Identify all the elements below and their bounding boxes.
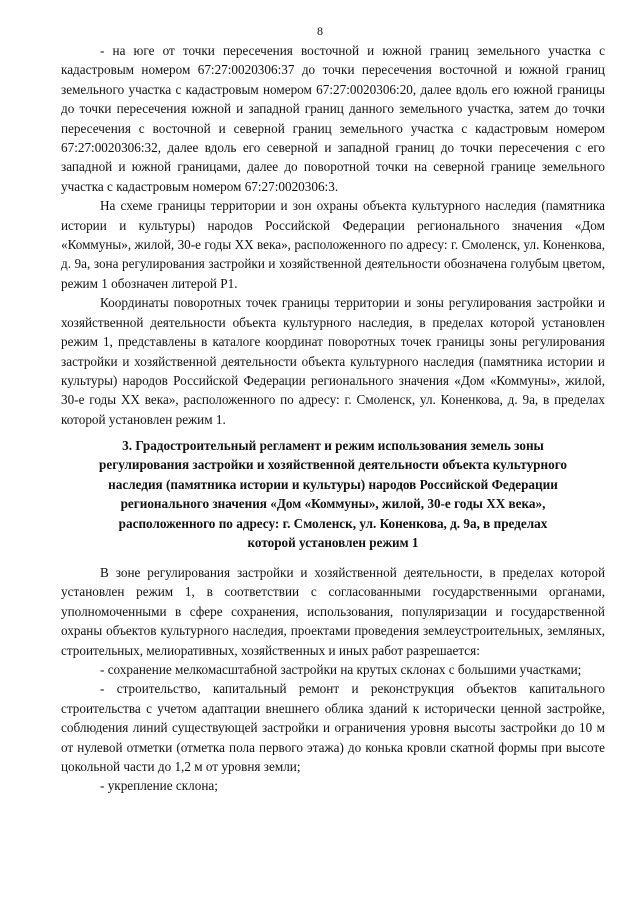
section-heading-line: наследия (памятника истории и культуры) народов Российской Федерации — [108, 476, 558, 492]
section-heading-line: регулирования застройки и хозяйственной деятельности объекта культурного — [99, 457, 567, 473]
list-item-preservation: - сохранение мелкомасштабной застройки на крутых склонах с большими участками; — [100, 662, 582, 678]
paragraph-boundary-south: - на юге от точки пересечения восточной и южной границ земельного участка с кадастровым номером 67:27:0020306:37 до точки пересечения восточной и южной границ земельного участка с кадастровым номером 67:27:0020306:20, далее вдоль его южной границы до точки пересечения южной и западной границ данного земельного участка, затем до точки пересечения с восточной и северной границ земельного участка с кадастровым номером 67:27:0020306:32, далее вдоль его северной и западной границ до точки пересечения с его западной и южной границами, далее до поворотной точки на северной границе земельного участка с кадастровым номером 67:27:0020306:3. — [61, 43, 605, 194]
body-top — [61, 41, 605, 429]
paragraph-coordinates: Координаты поворотных точек границы территории и зоны регулирования застройки и хозяйственной деятельности объекта культурного наследия, в пределах которой установлен режим 1, представлены в каталоге координат поворотных точек границы зоны регулирования застройки и хозяйственной деятельности объекта культурного наследия (памятника истории и культуры) народов Российской Федерации регионального значения «Дом «Коммуны», жилой, 30-е годы XX века», расположенного по адресу: г. Смоленск, ул. Коненкова, д. 9а, в пределах которой установлен режим 1. — [61, 295, 605, 427]
list-item-slope-reinforcement: - укрепление склона; — [100, 778, 218, 794]
paragraph-scheme-description: На схеме границы территории и зон охраны объекта культурного наследия (памятника истории и культуры) народов Российской Федерации регионального значения «Дом «Коммуны», жилой, 30-е годы XX века», расположенного по адресу: г. Смоленск, ул. Коненкова, д. 9а, зона регулирования застройки и хозяйственной деятельности обозначена голубым цветом, режим 1 обозначен литерой Р1. — [61, 198, 605, 291]
page-number: 8 — [317, 24, 323, 38]
section-heading-line: расположенного по адресу: г. Смоленск, ул. Коненкова, д. 9а, в пределах — [118, 515, 548, 531]
section-heading — [61, 436, 605, 552]
paragraph-permitted-works: В зоне регулирования застройки и хозяйственной деятельности, в пределах которой установлен режим 1, в соответствии с согласованными государственными органами, уполномоченными в сфере сохранения, использования, популяризации и государственной охраны объектов культурного наследия, проектами проведения землеустроительных, земляных, строительных, мелиоративных, хозяйственных и иных работ разрешается: — [61, 565, 605, 658]
section-heading-line: регионального значения «Дом «Коммуны», жилой, 30-е годы XX века», — [120, 496, 546, 512]
section-heading-line: 3. Градостроительный регламент и режим использования земель зоны — [122, 438, 544, 453]
section-heading-line: которой установлен режим 1 — [247, 535, 419, 551]
body-bottom — [61, 563, 605, 796]
list-item-construction: - строительство, капитальный ремонт и реконструкция объектов капитального строительства с учетом адаптации внешнего облика зданий к исторически ценной застройке, соблюдения линий существующей застройки и ограничения уровня высоты застройки до 10 м от нулевой отметки (отметка пола первого этажа) до конька кровли скатной формы при высоте цокольной части до 1,2 м от уровня земли; — [61, 681, 605, 775]
